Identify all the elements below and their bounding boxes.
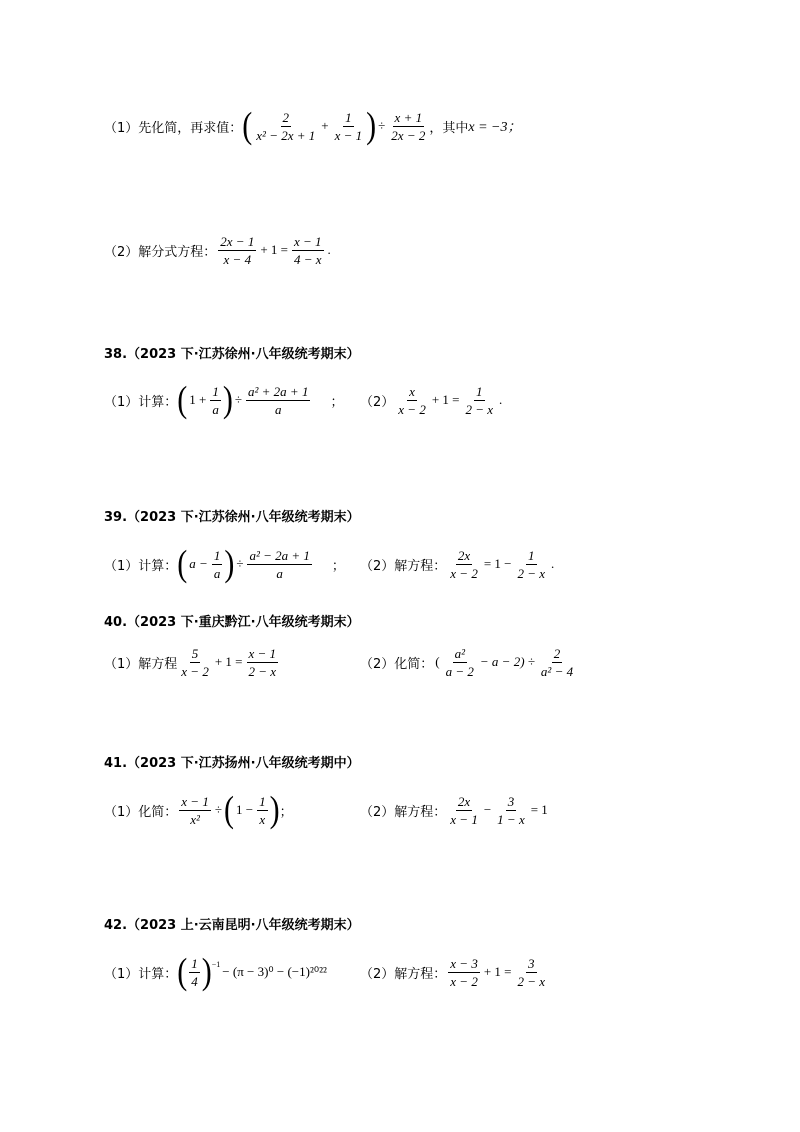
fraction: $\frac{x - 3}{x - 2}$ — [450, 955, 478, 989]
p38-q1-expression: ( 1 + $\frac{1}{a}$ ) ÷ $\frac{\text{a² + 2a + 1}}{a}$ — [177, 378, 309, 420]
problem-42-header: 42.（2023 上·云南昆明·八年级统考期末） — [104, 918, 360, 933]
p40-q2-line — [360, 640, 577, 684]
p42-q1-line — [104, 944, 329, 1000]
p42-q1-label: （1）计算： — [104, 966, 178, 982]
p40-q2-expression: ( $\frac{\text{a²}}{a - 2}$ − a − 2) ÷ $\frac{2}{\text{a² − 4}}$ — [435, 645, 574, 679]
p37-q1-condition: x = −3； — [468, 120, 522, 135]
fraction: $\frac{x - 1}{2 - x}$ — [248, 645, 277, 679]
problem-41-header: 41.（2023 下·江苏扬州·八年级统考期中） — [104, 756, 360, 771]
p42-q2-expression: $\frac{x - 3}{x - 2}$ + 1 = $\frac{3}{2 - x}$ — [450, 955, 546, 989]
p37-q1-line — [104, 98, 521, 154]
p40-q2-label: （2）化简： — [360, 656, 434, 672]
fraction: $\frac{1}{x - 1}$ — [334, 109, 363, 143]
p38-q1-end: ； — [330, 394, 344, 410]
fraction: $\frac{1}{4}$ — [191, 955, 198, 989]
p37-q1-label: （1）先化简，再求值： — [104, 120, 243, 136]
fraction: $\frac{2}{\text{a² − 4}}$ — [540, 645, 574, 679]
p40-q1-label: （1）解方程 — [104, 656, 178, 672]
fraction: $\frac{1}{2 - x}$ — [465, 383, 494, 417]
p38-q1-line — [104, 372, 343, 428]
p41-q1-line — [104, 782, 293, 838]
fraction: $\frac{3}{1 - x}$ — [497, 793, 525, 827]
fraction: $\frac{x + 1}{2x - 2}$ — [391, 109, 426, 143]
p39-q1-label: （1）计算： — [104, 558, 178, 574]
p39-q1-line — [104, 536, 345, 592]
problem-40-header: 40.（2023 下·重庆黔江·八年级统考期末） — [104, 615, 360, 630]
p42-q2-label: （2）解方程： — [360, 966, 447, 982]
p38-q1-label: （1）计算： — [104, 394, 178, 410]
p39-q2-expression: $\frac{2x}{x - 2}$ = 1 − $\frac{1}{2 - x}$ . — [450, 547, 555, 581]
fraction: $\frac{1}{2 - x}$ — [517, 547, 546, 581]
fraction: $\frac{\text{a²}}{a - 2}$ — [445, 645, 474, 679]
p37-q1-expression: ( $\frac{2}{\text{x² − 2x + 1}}$ + $\frac{1}{x - 1}$ ) ÷ $\frac{x + 1}{2x - 2}$ — [242, 104, 426, 146]
fraction: $\frac{1}{x}$ — [259, 793, 266, 827]
p39-q2-line — [360, 540, 556, 588]
p42-q1-expression: ( $\frac{1}{4}$ ) $^{-1}$ − (π − 3)⁰ − (−1)²⁰²² — [177, 950, 327, 992]
p41-q1-end: ； — [279, 804, 293, 820]
fraction: $\frac{2x - 1}{x - 4}$ — [220, 233, 255, 267]
problem-39-header: 39.（2023 下·江苏徐州·八年级统考期末） — [104, 510, 360, 525]
fraction: $\frac{\text{a² + 2a + 1}}{a}$ — [248, 383, 309, 417]
fraction: $\frac{\text{a² − 2a + 1}}{a}$ — [249, 547, 310, 581]
fraction: $\frac{x - 1}{4 - x}$ — [294, 233, 322, 267]
fraction: $\frac{2}{\text{x² − 2x + 1}}$ — [256, 109, 316, 143]
fraction: $\frac{3}{2 - x}$ — [517, 955, 546, 989]
p41-q2-expression: $\frac{2x}{x - 1}$ − $\frac{3}{1 - x}$ = 1 — [450, 793, 548, 827]
p38-q2-line — [360, 376, 504, 424]
fraction: $\frac{2x}{x - 1}$ — [450, 793, 478, 827]
fraction: $\frac{x - 1}{\text{x²}}$ — [181, 793, 209, 827]
p41-q1-expression: $\frac{x - 1}{\text{x²}}$ ÷ ( 1 − $\frac{1}{x}$ ) — [181, 788, 280, 830]
p39-q1-end: ； — [331, 558, 345, 574]
p41-q1-label: （1）化简： — [104, 804, 178, 820]
fraction: $\frac{5}{x - 2}$ — [181, 645, 209, 679]
p37-q2-label: （2）解分式方程： — [104, 244, 217, 260]
fraction: $\frac{1}{a}$ — [212, 383, 219, 417]
p38-q2-expression: $\frac{x}{x - 2}$ + 1 = $\frac{1}{2 - x}$ . — [398, 383, 503, 417]
p37-q1-tail: ，其中 — [429, 120, 469, 136]
p39-q2-label: （2）解方程： — [360, 558, 447, 574]
fraction: $\frac{2x}{x - 2}$ — [450, 547, 478, 581]
problem-38-header: 38.（2023 下·江苏徐州·八年级统考期末） — [104, 347, 360, 362]
exponent: −1 — [211, 959, 221, 969]
p41-q2-line — [360, 786, 550, 834]
fraction: $\frac{1}{a}$ — [213, 547, 221, 581]
p39-q1-expression: ( a − $\frac{1}{a}$ ) ÷ $\frac{\text{a² − 2a + 1}}{a}$ — [177, 542, 310, 584]
p38-q2-label: （2） — [360, 394, 395, 410]
p40-q1-expression: $\frac{5}{x - 2}$ + 1 = $\frac{x - 1}{2 - x}$ — [181, 645, 277, 679]
p37-q2-expression: $\frac{2x - 1}{x - 4}$ + 1 = $\frac{x - 1}{4 - x}$ . — [220, 233, 331, 267]
p42-q2-line — [360, 948, 549, 996]
p41-q2-label: （2）解方程： — [360, 804, 447, 820]
fraction: $\frac{x}{x - 2}$ — [398, 383, 426, 417]
p40-q1-line — [104, 640, 280, 684]
p37-q2-line — [104, 230, 333, 270]
